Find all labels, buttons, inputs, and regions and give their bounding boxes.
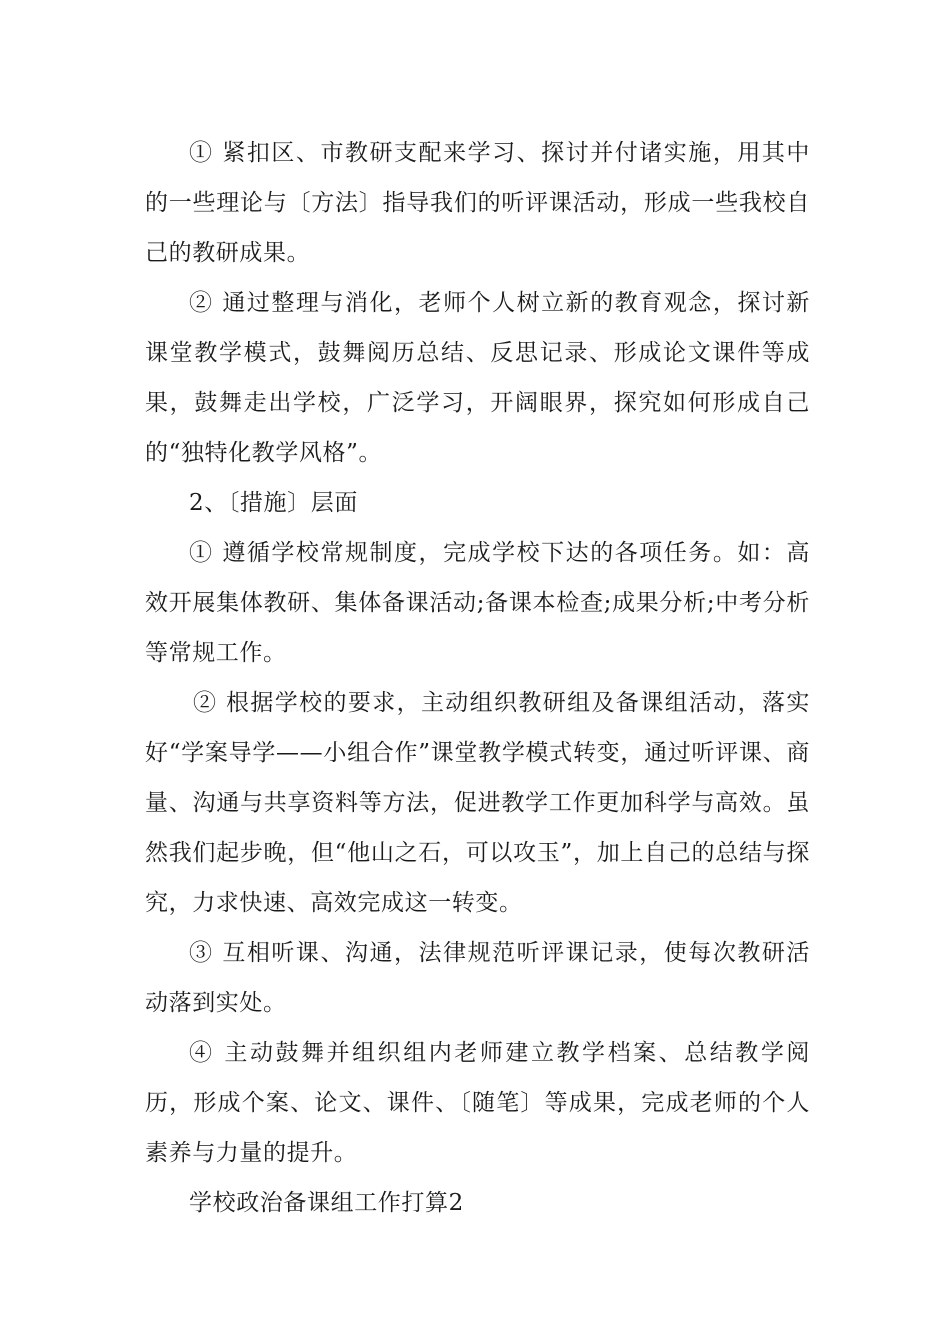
section-heading-measures: 2、〔措施〕层面 — [189, 490, 358, 516]
paragraph-teaching-mode-change: ② 根据学校的要求，主动组织教研组及备课组活动，落实好“学案导学——小组合作”课堂教学模式转变，通过听评课、商量、沟通与共享资料等方法，促进教学工作更加科学与高效。虽然我们起步晚，但“他山之石，可以攻玉”，加上自己的总结与探究，力求快速、高效完成这一转变。 — [145, 690, 810, 916]
paragraph-teaching-archives: ④ 主动鼓舞并组织组内老师建立教学档案、总结教学阅历，形成个案、论文、课件、〔随笔〕等成果，完成老师的个人素养与力量的提升。 — [145, 1040, 810, 1166]
paragraph-lesson-observation: ③ 互相听课、沟通，法律规范听评课记录，使每次教研活动落到实处。 — [145, 940, 810, 1016]
paragraph-school-rules: ① 遵循学校常规制度，完成学校下达的各项任务。如：高效开展集体教研、集体备课活动;备课本检查;成果分析;中考分析等常规工作。 — [145, 540, 810, 666]
document-title-plan-2: 学校政治备课组工作打算2 — [189, 1190, 464, 1216]
paragraph-teacher-growth: ② 通过整理与消化，老师个人树立新的教育观念，探讨新课堂教学模式，鼓舞阅历总结、反思记录、形成论文课件等成果，鼓舞走出学校，广泛学习，开阔眼界，探究如何形成自己的“独特化教学风格”。 — [145, 290, 810, 466]
document-body — [145, 128, 810, 1228]
paragraph-research-outcomes: ① 紧扣区、市教研支配来学习、探讨并付诸实施，用其中的一些理论与〔方法〕指导我们的听评课活动，形成一些我校自己的教研成果。 — [145, 140, 810, 266]
